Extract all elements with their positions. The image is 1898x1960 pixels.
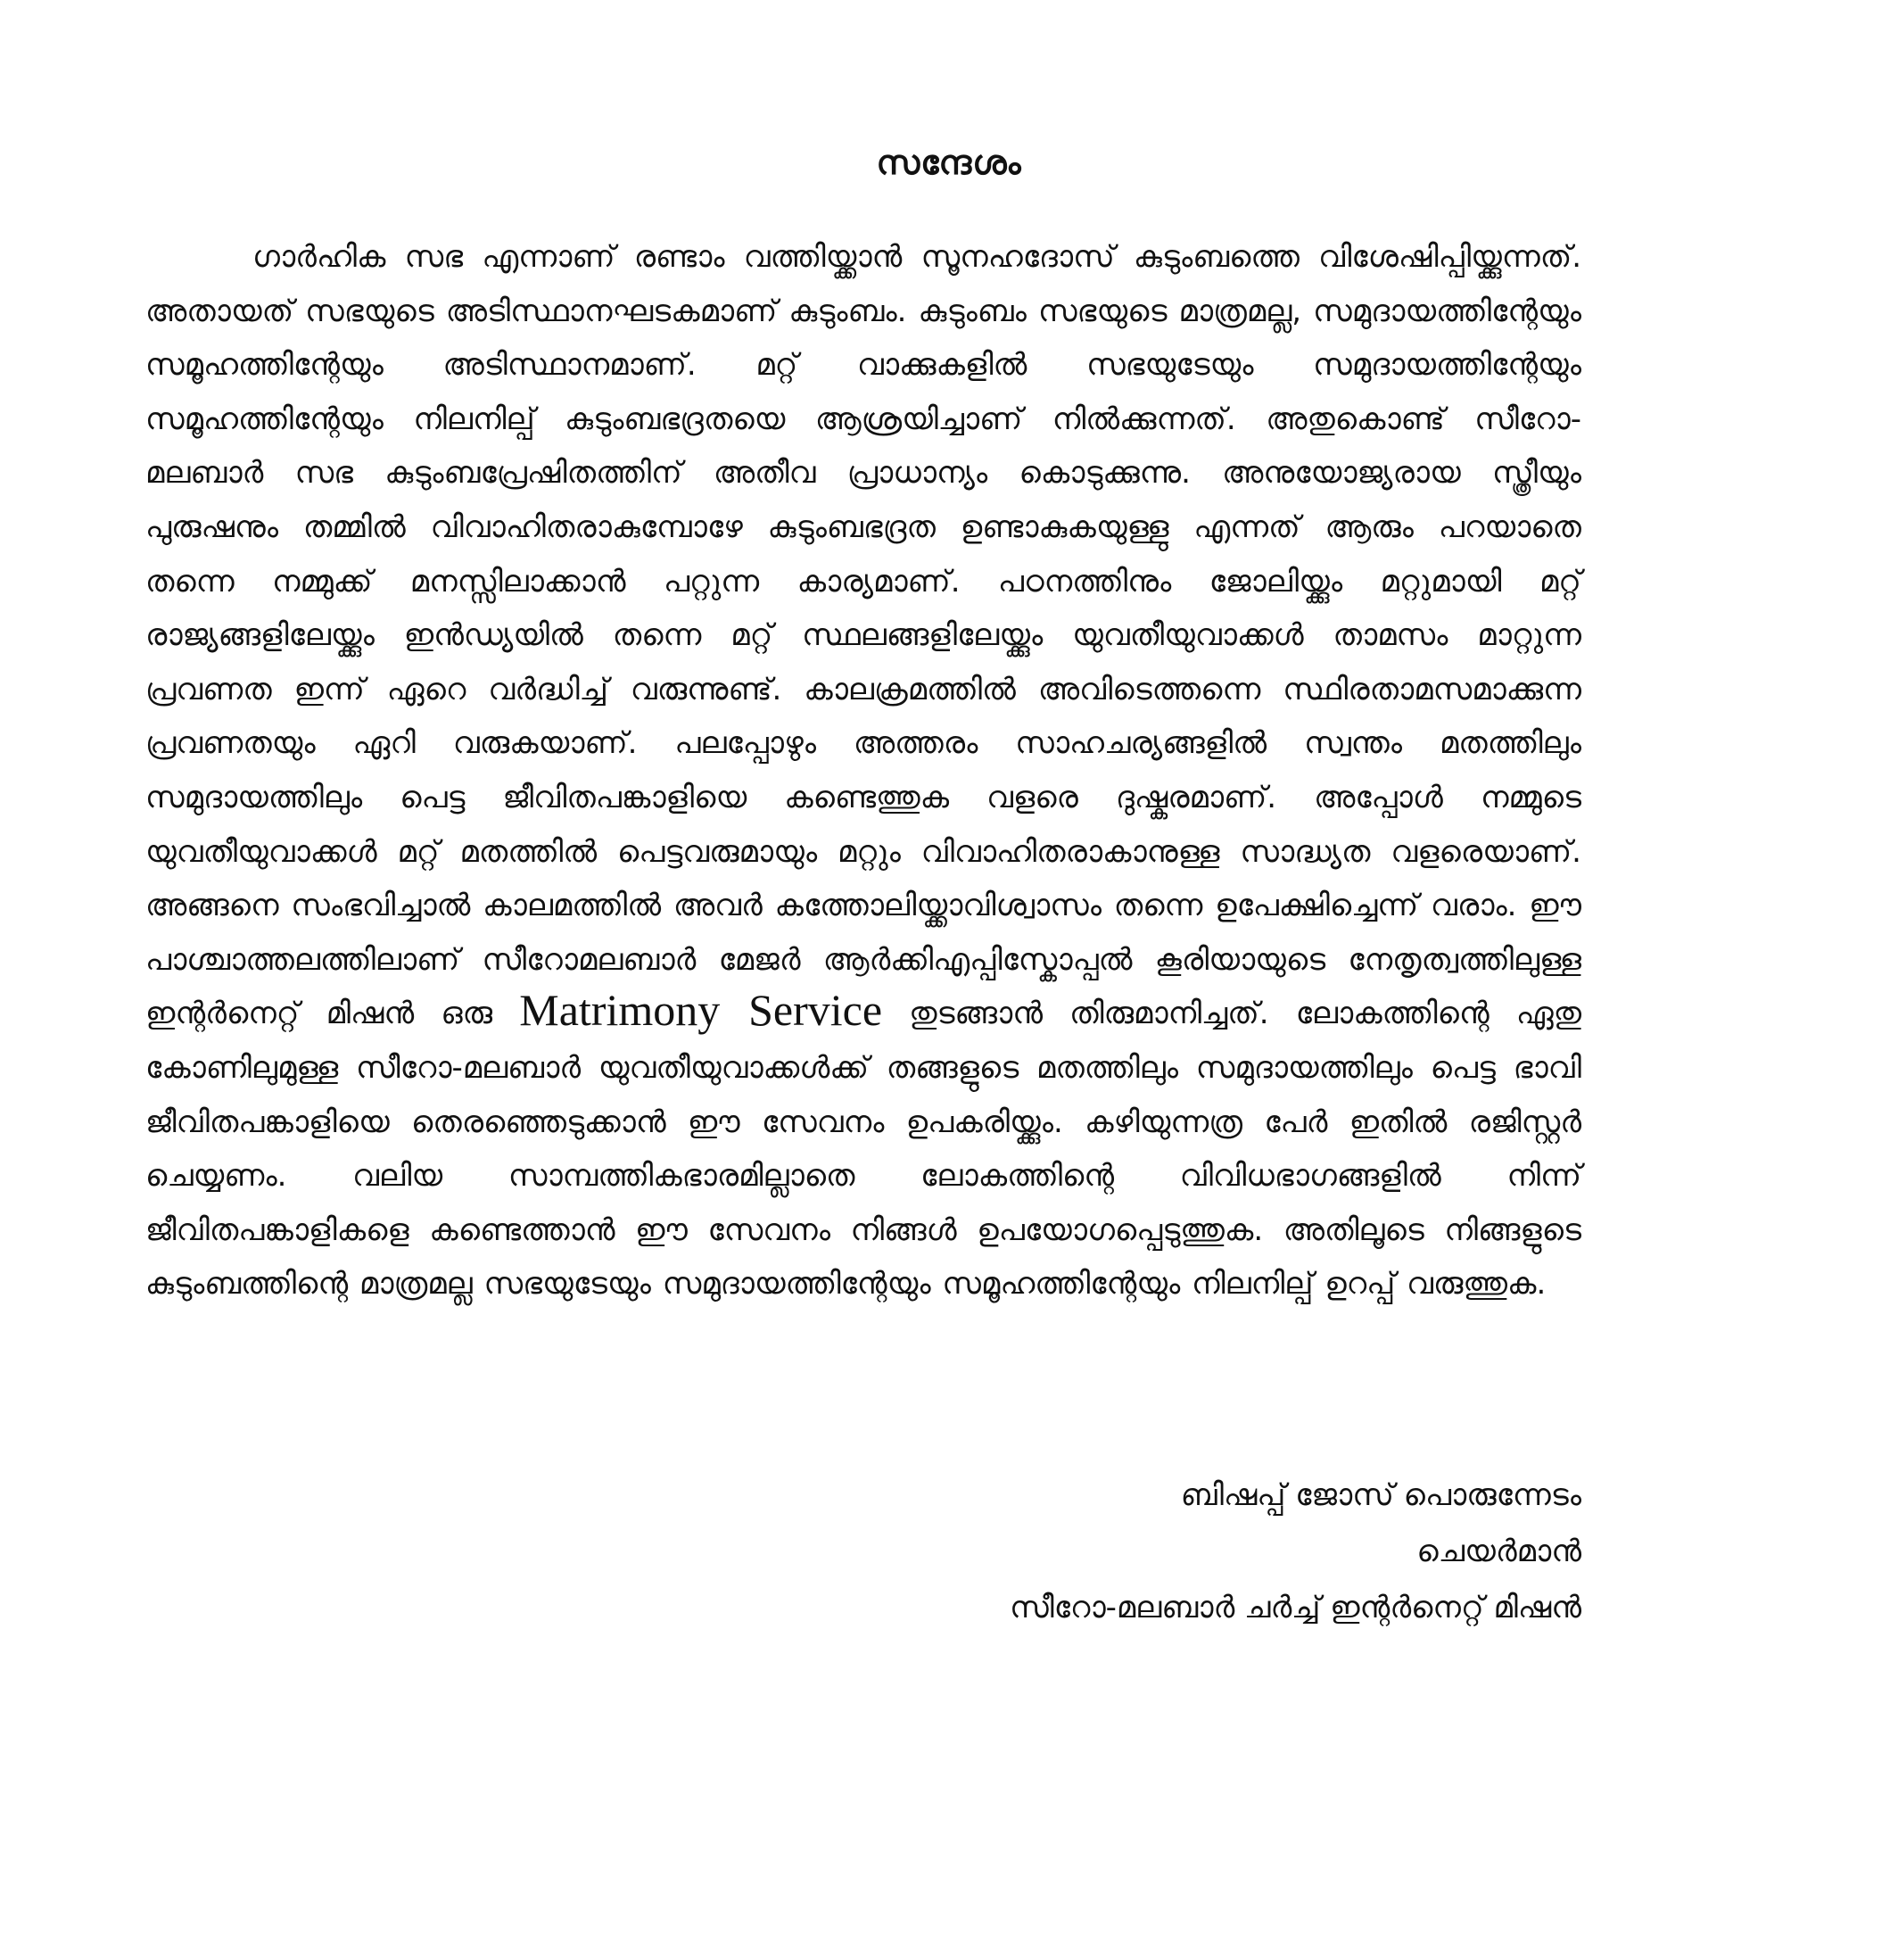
paragraph-text-part2: തുടങ്ങാൻ തിരുമാനിച്ചത്. ലോകത്തിന്റെ ഏതു കോണിലുമുള്ള സീറോ-മലബാർ യുവതീയുവാക്കൾക്ക് തങ്ങളുടെ മതത്തിലും സമുദായത്തിലും പെട്ട ഭാവി ജീവിതപങ്കാളിയെ തെരഞ്ഞെടുക്കാൻ ഈ സേവനം ഉപകരിയ്ക്കും. കഴിയുന്നത്ര പേർ ഇതിൽ രജിസ്റ്റർ ചെയ്യണം. വലിയ സാമ്പത്തികഭാരമില്ലാതെ ലോകത്തിന്റെ വിവിധഭാഗങ്ങളിൽ നിന്ന് ജീവിതപങ്കാളികളെ കണ്ടെത്താൻ ഈ സേവനം നിങ്ങൾ ഉപയോഗപ്പെടുത്തുക. അതിലൂടെ നിങ്ങളുടെ കുടുംബത്തിന്റെ മാത്രമല്ല സഭയുടേയും സമുദായത്തിന്റേയും സമൂഹത്തിന്റേയും നിലനില്പ് ഉറപ്പ് വരുത്തുക. bbox=[145, 996, 1581, 1303]
matrimony-service-text: Matrimony Service bbox=[519, 985, 883, 1036]
page-title: സന്ദേശം bbox=[876, 143, 1022, 182]
signature-block bbox=[1010, 1468, 1581, 1636]
message-paragraph bbox=[145, 230, 1581, 1311]
paragraph-text-part1: ഗാർഹിക സഭ എന്നാണ് രണ്ടാം വത്തിയ്ക്കാൻ സൂനഹദോസ് കുടുംബത്തെ വിശേഷിപ്പിയ്ക്കുന്നത്. അതായത് സഭയുടെ അടിസ്ഥാനഘടകമാണ് കുടുംബം. കുടുംബം സഭയുടെ മാത്രമല്ല, സമുദായത്തിന്റേയും സമൂഹത്തിന്റേയും അടിസ്ഥാനമാണ്. മറ്റ് വാക്കുകളിൽ സഭയുടേയും സമുദായത്തിന്റേയും സമൂഹത്തിന്റേയും നിലനില്പ് കുടുംബഭദ്രതയെ ആശ്രയിച്ചാണ് നിൽക്കുന്നത്. അതുകൊണ്ട് സീറോ-മലബാർ സഭ കുടുംബപ്രേഷിതത്തിന് അതീവ പ്രാധാന്യം കൊടുക്കുന്നു. അനുയോജ്യരായ സ്ത്രീയും പുരുഷനും തമ്മിൽ വിവാഹിതരാകുമ്പോഴേ കുടുംബഭദ്രത ഉണ്ടാകുകയുള്ളു എന്നത് ആരും പറയാതെ തന്നെ നമ്മുക്ക് മനസ്സിലാക്കാൻ പറ്റുന്ന കാര്യമാണ്. പഠനത്തിനും ജോലിയ്ക്കും മറ്റുമായി മറ്റ് രാജ്യങ്ങളിലേയ്ക്കും ഇൻഡ്യയിൽ തന്നെ മറ്റ് സ്ഥലങ്ങളിലേയ്ക്കും യുവതീയുവാക്കൾ താമസം മാറ്റുന്ന പ്രവണത ഇന്ന് ഏറെ വർദ്ധിച്ച് വരുന്നുണ്ട്. കാലക്രമത്തിൽ അവിടെത്തന്നെ സ്ഥിരതാമസമാക്കുന്ന പ്രവണതയും ഏറി വരുകയാണ്. പലപ്പോഴും അത്തരം സാഹചര്യങ്ങളിൽ സ്വന്തം മതത്തിലും സമുദായത്തിലും പെട്ട ജീവിതപങ്കാളിയെ കണ്ടെത്തുക വളരെ ദുഷ്കരമാണ്. അപ്പോൾ നമ്മുടെ യുവതീയുവാക്കൾ മറ്റ് മതത്തിൽ പെട്ടവരുമായും മറ്റും വിവാഹിതരാകാനുള്ള സാദ്ധ്യത വളരെയാണ്. അങ്ങനെ സംഭവിച്ചാൽ കാലമത്തിൽ അവർ കത്തോലിയ്ക്കാവിശ്വാസം തന്നെ ഉപേക്ഷിച്ചെന്ന് വരാം. ഈ പാശ്ചാത്തലത്തിലാണ് സീറോമലബാർ മേജർ ആർക്കിഎപ്പിസ്കോപ്പൽ കൂരിയായുടെ നേതൃത്വത്തിലുള്ള ഇന്റർനെറ്റ് മിഷൻ ഒരു bbox=[145, 239, 1581, 1032]
signatory-organization: സീറോ-മലബാർ ചർച്ച് ഇന്റർനെറ്റ് മിഷൻ bbox=[1010, 1590, 1581, 1625]
signatory-position: ചെയർമാൻ bbox=[1416, 1534, 1581, 1569]
signatory-name: ബിഷപ്പ് ജോസ് പൊരുന്നേടം bbox=[1180, 1477, 1581, 1513]
